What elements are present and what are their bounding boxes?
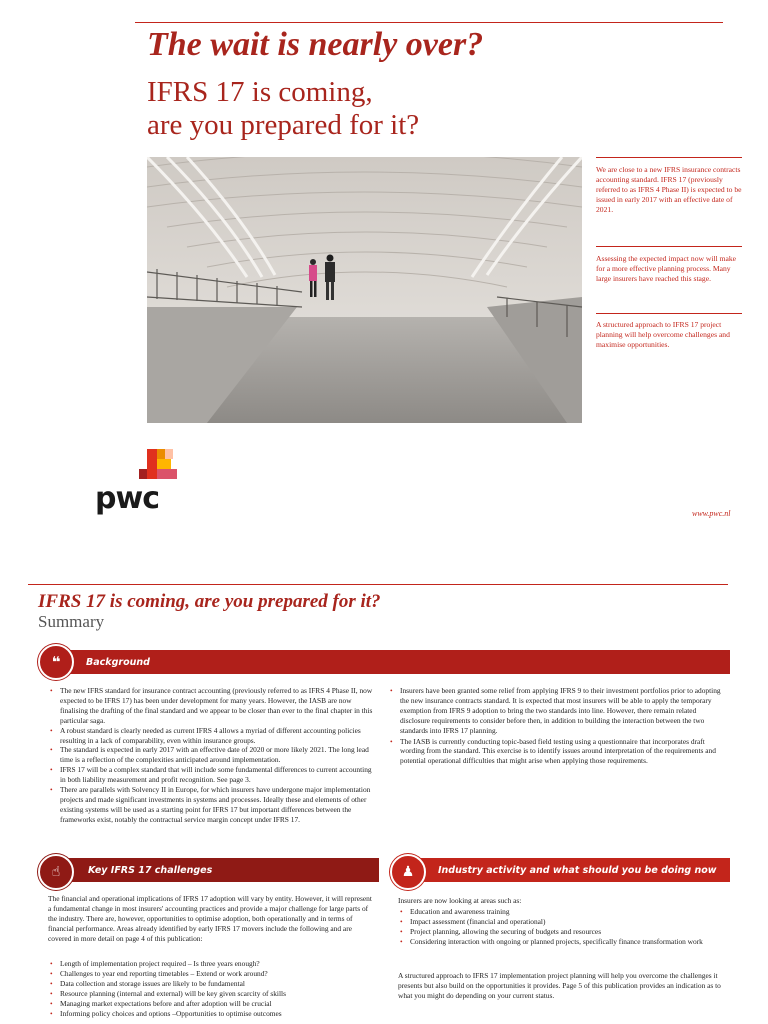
list-item: • Impact assessment (financial and operational) <box>398 917 710 927</box>
challenges-heading: Key IFRS 17 challenges <box>88 865 213 876</box>
summary-title: IFRS 17 is coming, are you prepared for it? <box>38 591 381 612</box>
pwc-logo <box>95 445 185 525</box>
logo-block <box>139 469 147 479</box>
hero-image <box>147 157 582 423</box>
side-rule-1 <box>596 157 742 158</box>
industry-heading: Industry activity and what should you be doing now <box>438 865 717 876</box>
summary-top-rule <box>28 584 728 585</box>
list-item: • Length of implementation project required – Is three years enough? <box>48 959 378 969</box>
list-item: • Resource planning (internal and external) will be key given scarcity of skills <box>48 989 378 999</box>
logo-block <box>157 459 171 469</box>
list-item: • Considering interaction with ongoing or planned projects, specifically finance transformation work <box>398 937 710 947</box>
industry-list <box>398 907 710 947</box>
side-paragraph-1: We are close to a new IFRS insurance contracts accounting standard. IFRS 17 (previously referred to as IFRS 4 Phase II) is expected to be issued in early 2017 with an effective date of 2021. <box>596 165 742 214</box>
logo-block <box>147 449 157 479</box>
list-item: • Managing market expectations before and after adoption will be crucial <box>48 999 378 1009</box>
pwc-wordmark: pwc <box>95 481 159 516</box>
logo-block <box>157 469 177 479</box>
cover-subtitle-line2: are you prepared for it? <box>147 109 420 141</box>
logo-block <box>157 449 165 459</box>
list-item: • There are parallels with Solvency II in Europe, for which insurers have undergone major implementation projects and made significant investments in systems and processes. Ideally these and elements of other existing systems will be used as a starting point for IFRS 17 but important differences between the frameworks exist, notably the contractual service margin concept under IFRS 17. <box>48 785 378 825</box>
background-right-list <box>388 686 728 766</box>
background-left-list <box>48 686 378 825</box>
background-icon-circle <box>38 644 74 680</box>
list-item: • The standard is expected in early 2017 with an effective date of 2020 or more likely 2021. The long lead time is a reflection of the complexities anticipated around implementation. <box>48 745 378 765</box>
list-item: • Insurers have been granted some relief from applying IFRS 9 to their investment portfolios prior to adopting the new insurance contracts standard. It is expected that most insurers will be able to apply the temporary exemption from IFRS 9 adoption to bring the two standards into line. However, there remain related disclosure requirements to consider before then, in addition to building the interaction between the two standards into IFRS 17 planning. <box>388 686 728 736</box>
background-heading: Background <box>86 657 150 668</box>
website-link[interactable]: www.pwc.nl <box>692 509 731 518</box>
list-item: • Informing policy choices and options –Opportunities to optimise outcomes <box>48 1009 378 1019</box>
cover-title: The wait is nearly over? <box>147 26 484 63</box>
list-item: • A robust standard is clearly needed as current IFRS 4 allows a myriad of different accounting policies resulting in a lack of comparability, even within insurance groups. <box>48 726 378 746</box>
side-paragraph-3: A structured approach to IFRS 17 project planning will help overcome challenges and maximise opportunities. <box>596 320 730 349</box>
industry-closing: A structured approach to IFRS 17 implementation project planning will help you overcome the challenges it presents but also build on the opportunities it provides. Page 5 of this publication provides an indication as to what you might do depending on your current status. <box>398 971 721 1000</box>
challenges-list <box>48 959 378 1018</box>
challenges-icon-circle <box>38 854 74 890</box>
logo-block <box>165 449 173 459</box>
list-item: • Challenges to year end reporting timetables – Extend or work around? <box>48 969 378 979</box>
list-item: • Education and awareness training <box>398 907 710 917</box>
side-rule-3 <box>596 313 742 314</box>
list-item: • IFRS 17 will be a complex standard that will include some fundamental differences to current accounting in both liability measurement and profit recognition. See page 3. <box>48 765 378 785</box>
cover-subtitle <box>147 76 419 142</box>
list-item: • The new IFRS standard for insurance contract accounting (previously referred to as IFRS 4 Phase II, now expected to be IFRS 17) has been under development for many years. However, the IASB are now finalising the drafting of the final standard and we appear to be closer than ever to the final chapter in this particular saga. <box>48 686 378 726</box>
megaphone-icon: ❝ <box>51 653 61 671</box>
person-at-desk-icon: ♟ <box>401 864 415 880</box>
side-paragraph-2: Assessing the expected impact now will make for a more effective planning process. Many large insurers have reached this stage. <box>596 254 737 283</box>
industry-icon-circle <box>390 854 426 890</box>
list-item: • Project planning, allowing the securing of budgets and resources <box>398 927 710 937</box>
thumbs-up-icon: ☝ <box>51 864 61 880</box>
industry-intro: Insurers are now looking at areas such as: <box>398 896 522 905</box>
cover-subtitle-line1: IFRS 17 is coming, <box>147 76 373 108</box>
bridge-photo-illustration <box>147 157 582 423</box>
list-item: • Data collection and storage issues are likely to be fundamental <box>48 979 378 989</box>
summary-subtitle: Summary <box>38 612 105 631</box>
list-item: • The IASB is currently conducting topic-based field testing using a questionnaire that incorporates draft wording from the standard. This exercise is to identify issues around interpretation of the requirements and potential operational difficulties that might arise when applying those requirements. <box>388 737 728 767</box>
top-rule <box>135 22 723 23</box>
challenges-intro: The financial and operational implications of IFRS 17 adoption will vary by entity. However, it will represent a fundamental change in most insurers' accounting practices and provide a major challenge for large parts of the industry. There are, however, opportunities to optimise adoption, both operationally and in terms of financial performance. Areas already identified by early IFRS 17 movers include the following and are covered in more detail on page 4 of this publication: <box>48 894 372 943</box>
side-rule-2 <box>596 246 742 247</box>
